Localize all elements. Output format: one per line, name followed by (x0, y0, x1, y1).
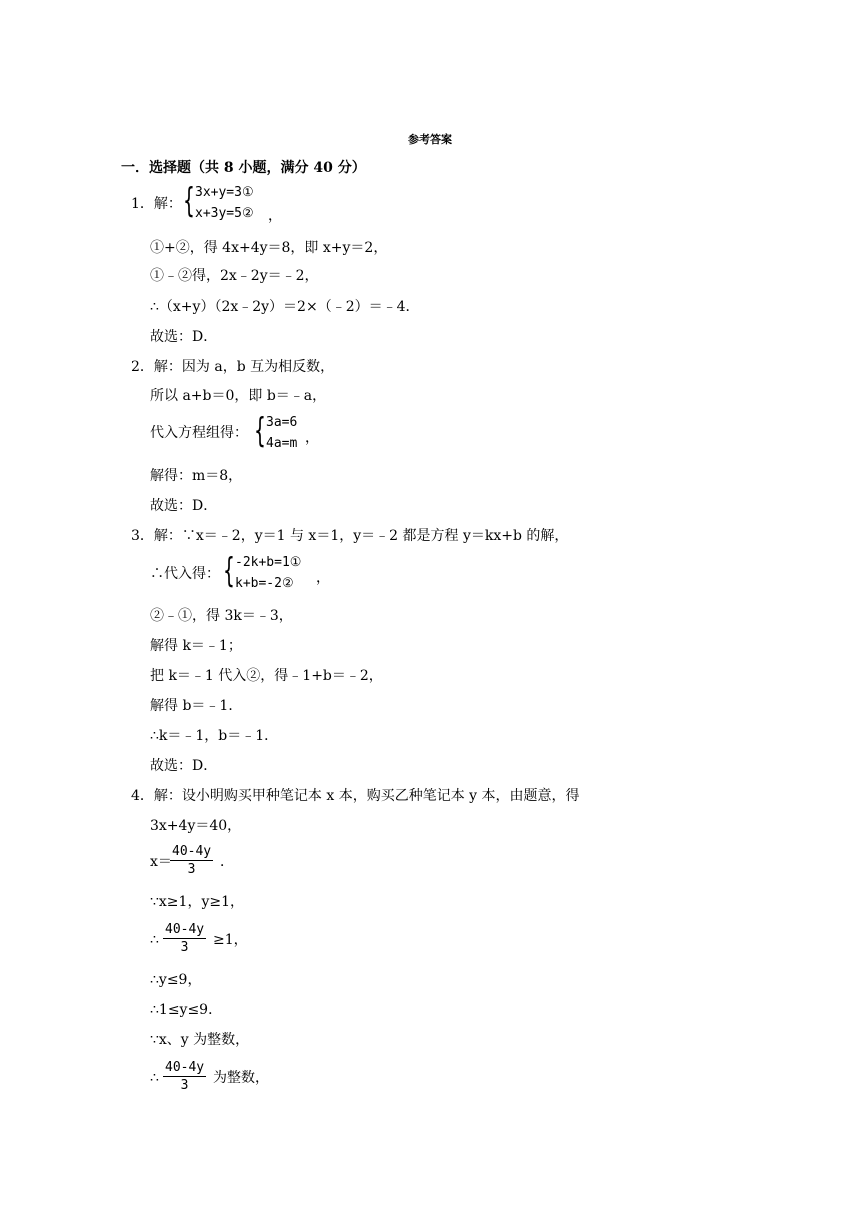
q4-fraction-1 (170, 843, 213, 878)
q2-line-2: 解得：m＝8， (150, 468, 243, 484)
q1-system-comma: ， (268, 208, 282, 224)
q3-system-comma: ， (316, 570, 330, 586)
q3-equation-1: -2k+b=1① (235, 555, 302, 570)
q3-line-1: ②﹣①，得 3k＝﹣3， (150, 608, 293, 624)
q2-system-comma: ， (305, 430, 319, 446)
q2-equation-2: 4a=m (266, 436, 298, 451)
fraction-denominator: 3 (180, 940, 189, 955)
q4-x-tail: ． (220, 854, 234, 870)
fraction-denominator: 3 (187, 862, 196, 877)
q3-system-lead: ∴代入得： (150, 566, 220, 582)
q4-line-1: 3x+4y＝40， (150, 818, 242, 834)
q1-line-2: ①﹣②得，2x﹣2y＝﹣2， (150, 268, 319, 284)
q4-x-lead: x＝ (150, 854, 172, 870)
page-title: 参考答案 (408, 133, 452, 146)
q4-integer-tail: 为整数， (213, 1070, 269, 1086)
brace-glyph: { (223, 551, 235, 591)
q1-equation-2: x+3y=5② (195, 206, 254, 221)
q4-ineq-lead: ∴ (150, 932, 159, 948)
q3-equation-2: k+b=-2② (235, 576, 294, 591)
section-heading: 一．选择题（共 8 小题，满分 40 分） (121, 160, 366, 176)
q2-line-1: 所以 a+b＝0，即 b＝﹣a， (150, 388, 327, 404)
brace-glyph: { (254, 411, 266, 451)
q4-fraction-3 (163, 1059, 206, 1094)
q4-line-7: ∵x、y 为整数， (150, 1032, 250, 1048)
q3-line-5: ∴k＝﹣1，b＝﹣1． (150, 728, 279, 744)
q1-number: 1．解： (131, 196, 182, 212)
q3-line-4: 解得 b＝﹣1． (150, 698, 243, 714)
q2-system-lead: 代入方程组得： (150, 425, 248, 441)
q2-line-0: 2．解：因为 a，b 互为相反数， (131, 359, 335, 375)
q2-answer: 故选：D． (150, 498, 218, 514)
fraction-numerator: 40-4y (172, 844, 212, 859)
q4-line-6: ∴1≤y≤9． (150, 1002, 223, 1018)
fraction-numerator: 40-4y (165, 922, 205, 937)
q3-answer: 故选：D． (150, 758, 218, 774)
q4-line-5: ∴y≤9， (150, 972, 202, 988)
q2-equation-1: 3a=6 (266, 415, 298, 430)
brace-glyph: { (183, 181, 195, 221)
q1-equation-1: 3x+y=3① (195, 185, 254, 200)
fraction-denominator: 3 (180, 1078, 189, 1093)
q3-line-2: 解得 k＝﹣1； (150, 638, 242, 654)
q4-line-0: 4．解：设小明购买甲种笔记本 x 本，购买乙种笔记本 y 本，由题意，得 (131, 788, 580, 804)
q4-line-3: ∵x≥1，y≥1， (150, 894, 244, 910)
fraction-numerator: 40-4y (165, 1060, 205, 1075)
q1-answer: 故选：D． (150, 329, 218, 345)
q1-line-1: ①+②，得 4x+4y＝8，即 x+y＝2， (150, 240, 388, 256)
q4-fraction-2 (163, 921, 206, 956)
q3-line-0: 3．解：∵x＝﹣2，y＝1 与 x＝1，y＝﹣2 都是方程 y＝kx+b 的解， (131, 528, 569, 544)
q4-ineq-tail: ≥1， (213, 932, 248, 948)
q1-line-3: ∴（x+y）（2x﹣2y）＝2×（﹣2）＝﹣4． (150, 299, 420, 315)
q4-integer-lead: ∴ (150, 1070, 159, 1086)
q3-line-3: 把 k＝﹣1 代入②，得﹣1+b＝﹣2， (150, 668, 383, 684)
